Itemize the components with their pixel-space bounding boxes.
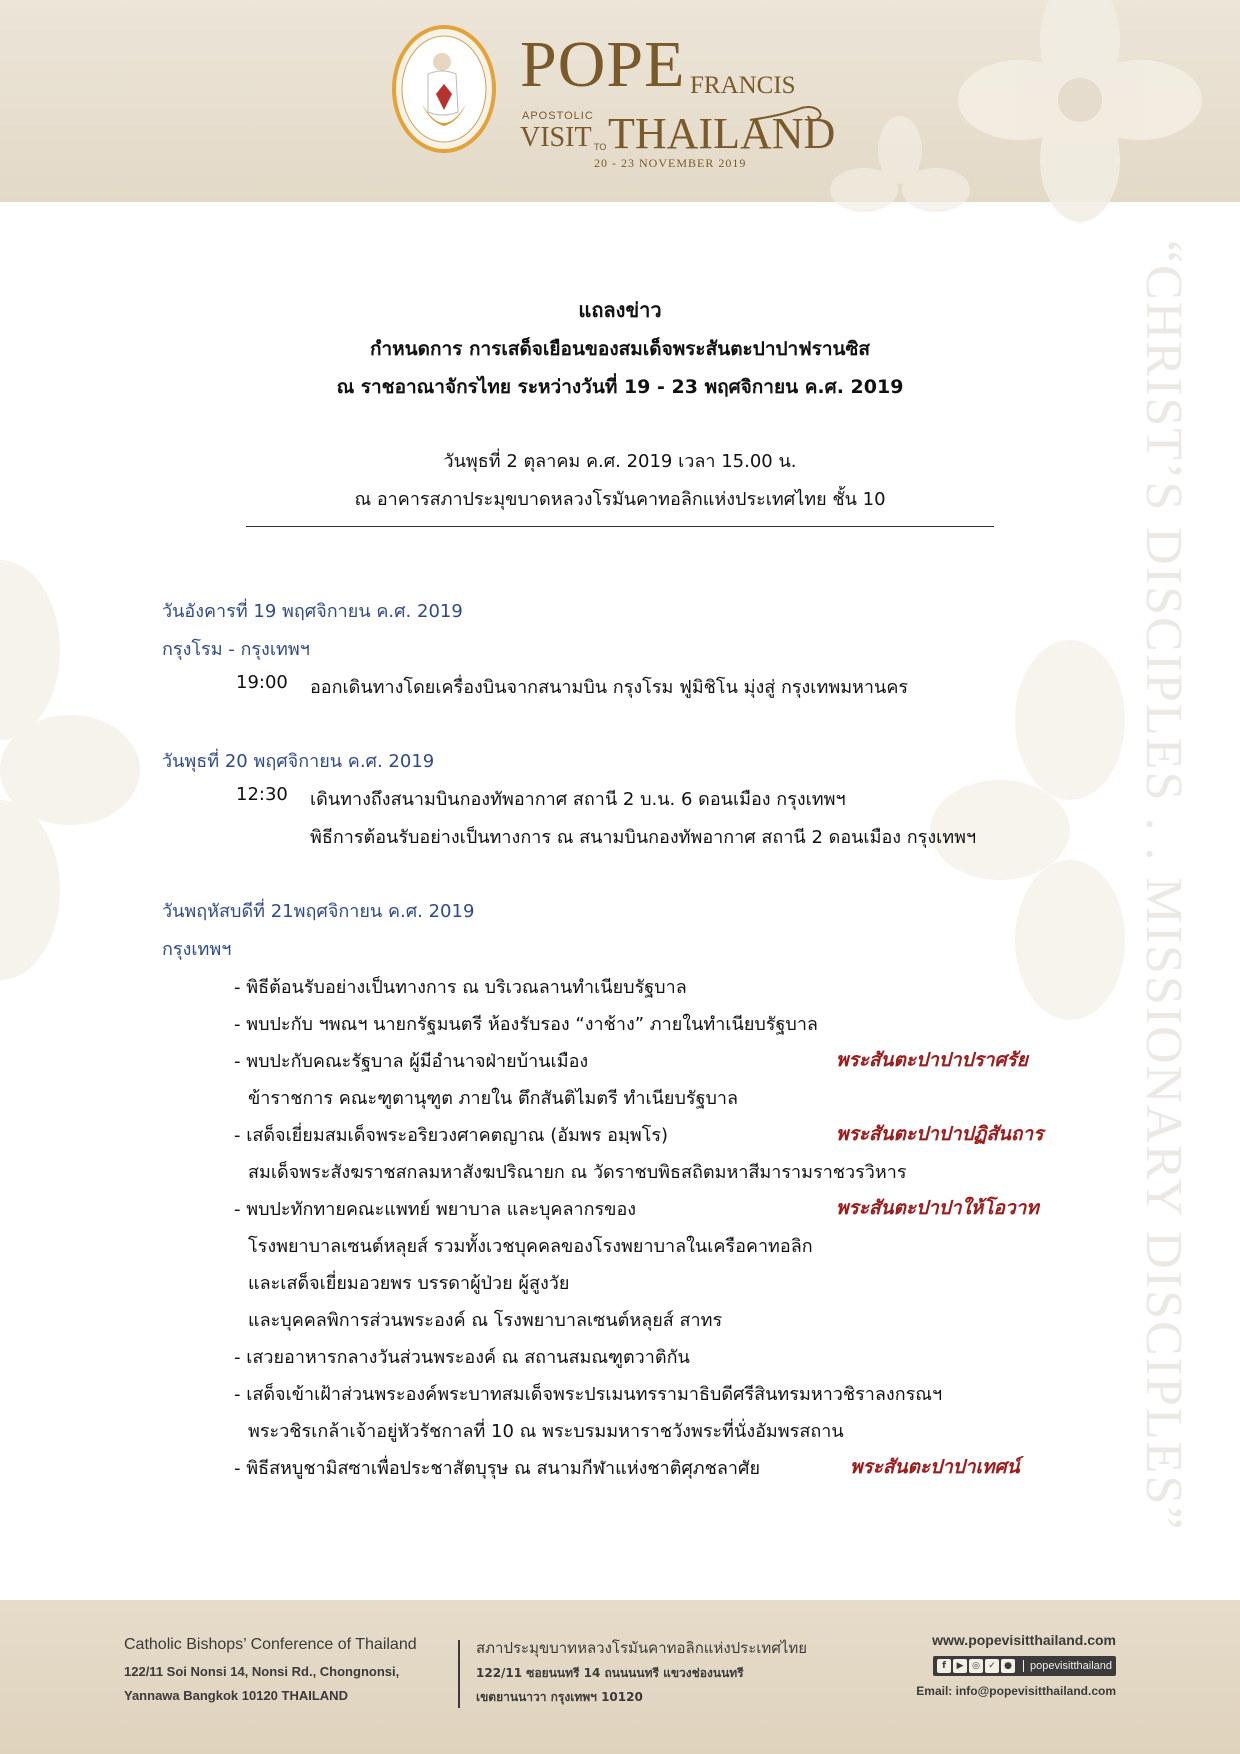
footer-divider [458, 1640, 460, 1708]
footer-band [0, 1600, 1240, 1754]
social-handle[interactable]: popevisitthailand [1023, 1660, 1112, 1672]
schedule-item: - เสด็จเยี่ยมสมเด็จพระอริยวงศาคตญาณ (อัมพร อมฺพโร) [234, 1125, 669, 1146]
footer-address-thai-2: เขตยานนาวา กรุงเทพฯ 10120 [476, 1690, 643, 1704]
footer-org-thai: สภาประมุขบาทหลวงโรมันคาทอลิกแห่งประเทศไทย [476, 1639, 808, 1657]
footer-email[interactable]: Email: info@popevisitthailand.com [916, 1684, 1116, 1698]
schedule-item: - พบปะกับ ฯพณฯ นายกรัฐมนตรี ห้องรับรอง “งาช้าง” ภายในทำเนียบรัฐบาล [234, 1014, 818, 1035]
schedule-item: พระวชิรเกล้าเจ้าอยู่หัวรัชกาลที่ 10 ณ พระบรมมหาราชวังพระที่นั่งอัมพรสถาน [248, 1421, 844, 1442]
schedule-item: ออกเดินทางโดยเครื่องบินจากสนามบิน กรุงโรม ฟูมิชิโน มุ่งสู่ กรุงเทพมหานคร [310, 677, 909, 698]
footer-address-english-2: Yannawa Bangkok 10120 THAILAND [124, 1688, 348, 1703]
schedule-item: เดินทางถึงสนามบินกองทัพอากาศ สถานี 2 บ.น. 6 ดอนเมือง กรุงเทพฯ [310, 789, 846, 810]
route-label-1: กรุงโรม - กรุงเทพฯ [162, 639, 310, 660]
role-label: พระสันตะปาปาปฏิสันถาร [836, 1123, 1044, 1145]
document-subtitle-1: กำหนดการ การเสด็จเยือนของสมเด็จพระสันตะปาปาฟรานซิส [369, 338, 871, 360]
schedule-item: - พบปะทักทายคณะแพทย์ พยาบาล และบุคลากรของ [234, 1199, 637, 1220]
role-label: พระสันตะปาปาให้โอวาท [836, 1197, 1039, 1219]
logo-to-text: TO [594, 142, 607, 152]
logo-thailand-text: THAILAND [608, 109, 836, 158]
footer-website[interactable]: www.popevisitthailand.com [932, 1632, 1116, 1648]
facebook-icon[interactable]: f [937, 1659, 951, 1673]
logo-apostolic-text: APOSTOLIC [522, 110, 594, 122]
time-label: 12:30 [236, 784, 288, 805]
document-subtitle-2: ณ ราชอาณาจักรไทย ระหว่างวันที่ 19 - 23 พฤศจิกายน ค.ศ. 2019 [336, 376, 904, 398]
logo-pope-text: POPE [520, 28, 686, 101]
schedule-item: และเสด็จเยี่ยมอวยพร บรรดาผู้ป่วย ผู้สูงวัย [248, 1273, 570, 1294]
vertical-motto-text: “CHRIST’S DISCIPLES . . MISSIONARY DISCIPLES” [1135, 240, 1192, 1532]
city-label: กรุงเทพฯ [162, 939, 232, 960]
schedule-item: พิธีการต้อนรับอย่างเป็นทางการ ณ สนามบินกองทัพอากาศ สถานี 2 ดอนเมือง กรุงเทพฯ [310, 827, 977, 848]
footer-address-english-1: 122/11 Soi Nonsi 14, Nonsi Rd., Chongnonsi, [124, 1664, 400, 1679]
document-heading: แถลงข่าว [578, 298, 662, 322]
schedule-item: - พิธีต้อนรับอย่างเป็นทางการ ณ บริเวณลานทำเนียบรัฐบาล [234, 977, 687, 998]
role-label: พระสันตะปาปาเทศน์ [850, 1456, 1020, 1478]
social-links[interactable] [933, 1656, 1116, 1676]
role-label: พระสันตะปาปาปราศรัย [836, 1049, 1028, 1071]
schedule-item: - พบปะกับคณะรัฐบาล ผู้มีอำนาจฝ่ายบ้านเมือง [234, 1051, 589, 1072]
schedule-item: - พิธีสหบูชามิสซาเพื่อประชาสัตบุรุษ ณ สนามกีฬาแห่งชาติศุภชลาศัย [234, 1458, 760, 1479]
schedule-item: และบุคคลพิการส่วนพระองค์ ณ โรงพยาบาลเซนต์หลุยส์ สาทร [248, 1310, 723, 1331]
release-date: วันพุธที่ 2 ตุลาคม ค.ศ. 2019 เวลา 15.00 น. [443, 451, 797, 472]
day-heading-1: วันอังคารที่ 19 พฤศจิกายน ค.ศ. 2019 [162, 601, 463, 622]
day-heading-2: วันพุธที่ 20 พฤศจิกายน ค.ศ. 2019 [162, 751, 435, 772]
logo-visit-text: VISIT [520, 122, 592, 153]
schedule-item: สมเด็จพระสังฆราชสกลมหาสังฆปริณายก ณ วัดราชบพิธสถิตมหาสีมารามราชวรวิหาร [248, 1162, 907, 1183]
divider-rule [246, 526, 994, 527]
logo-francis-text: FRANCIS [690, 72, 796, 99]
footer-address-thai-1: 122/11 ซอยนนทรี 14 ถนนนนทรี แขวงช่องนนทรี [476, 1666, 744, 1680]
schedule-item: - เสวยอาหารกลางวันส่วนพระองค์ ณ สถานสมณฑูตวาติกัน [234, 1347, 690, 1368]
day-heading-3: วันพฤหัสบดีที่ 21พฤศจิกายน ค.ศ. 2019 [162, 901, 475, 922]
instagram-icon[interactable]: ◎ [969, 1659, 983, 1673]
line-icon[interactable]: ● [1001, 1659, 1015, 1673]
schedule-item: ข้าราชการ คณะฑูตานุฑูต ภายใน ตึกสันติไมตรี ทำเนียบรัฐบาล [248, 1088, 739, 1109]
youtube-icon[interactable]: ▶ [953, 1659, 967, 1673]
release-venue: ณ อาคารสภาประมุขบาดหลวงโรมันคาทอลิกแห่งประเทศไทย ชั้น 10 [354, 489, 886, 510]
time-label: 19:00 [236, 672, 288, 693]
schedule-item: โรงพยาบาลเซนต์หลุยส์ รวมทั้งเวชบุคคลของโรงพยาบาลในเครือคาทอลิก [248, 1236, 813, 1257]
twitter-icon[interactable]: ✓ [985, 1659, 999, 1673]
logo-dates-text: 20 - 23 NOVEMBER 2019 [594, 156, 747, 170]
schedule-item: - เสด็จเข้าเฝ้าส่วนพระองค์พระบาทสมเด็จพระปรเมนทรรามาธิบดีศรีสินทรมหาวชิราลงกรณฯ [234, 1384, 943, 1405]
footer-org-english: Catholic Bishops’ Conference of Thailand [124, 1636, 417, 1653]
